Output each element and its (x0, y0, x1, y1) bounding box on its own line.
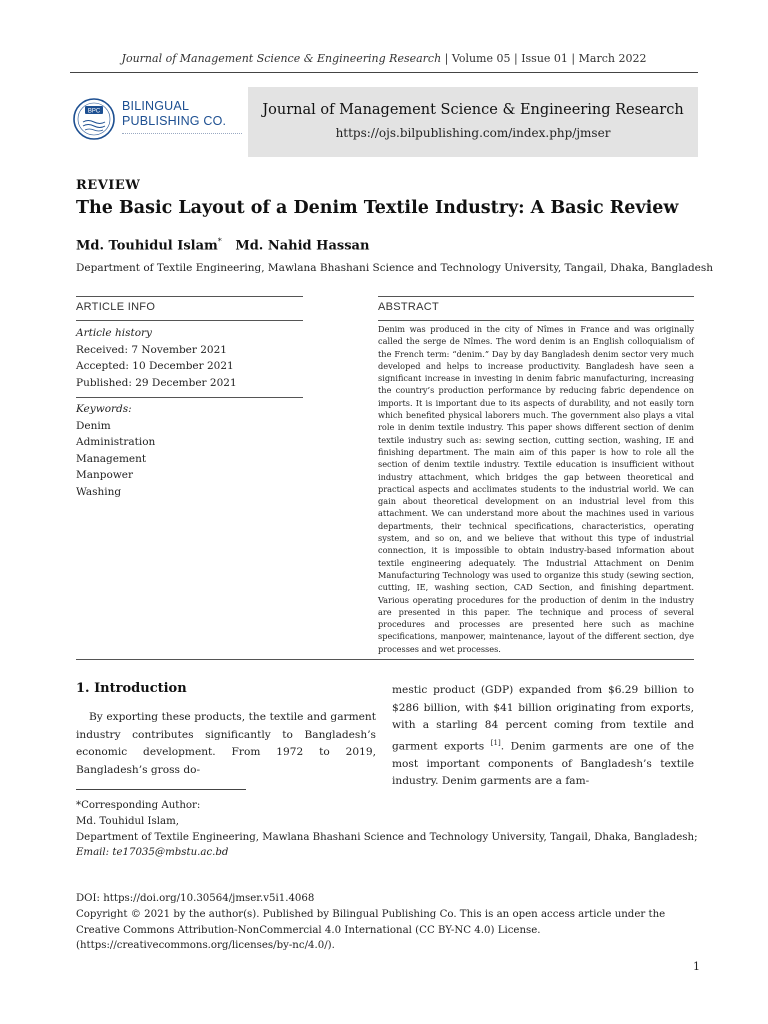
running-volume: Volume 05 (451, 52, 511, 65)
footnote-affiliation: Department of Textile Engineering, Mawlana Bhashani Science and Technology University, Tangail, Dhaka, Bangladesh; (76, 831, 698, 843)
keywords-block (76, 401, 303, 500)
journal-banner (70, 87, 698, 157)
article-history-label: Article history (76, 327, 152, 339)
footnote-email[interactable]: Email: te17035@mbstu.ac.bd (76, 847, 229, 859)
doi-link[interactable]: DOI: https://doi.org/10.30564/jmser.v5i1.4068 (76, 893, 315, 904)
paper-title: The Basic Layout of a Denim Textile Industry: A Basic Review (76, 198, 679, 218)
keyword: Washing (76, 485, 122, 498)
accepted-date: Accepted: 10 December 2021 (76, 360, 234, 372)
footnote-label: *Corresponding Author: (76, 800, 201, 811)
abstract-heading: ABSTRACT (378, 301, 440, 313)
keyword: Administration (76, 436, 156, 448)
intro-right-text-a: mestic product (GDP) expanded from $6.29 billion to $286 billion, with $41 billion originating from exports, with a starling 84 percent coming from textile and garment exports (392, 684, 694, 753)
page-number: 1 (693, 960, 700, 973)
author-1[interactable]: Md. Touhidul Islam (76, 238, 218, 254)
keyword: Manpower (76, 469, 134, 481)
running-date: March 2022 (578, 52, 647, 65)
keyword: Management (76, 452, 147, 465)
keywords-label: Keywords: (76, 403, 132, 415)
publisher-name (122, 99, 226, 129)
intro-left-column: By exporting these products, the textile and garment industry contributes significantly to Bangladesh’s economic development. From 1972 to 2019, Bangladesh’s gross do- (76, 711, 376, 776)
publisher-logo-icon (72, 97, 116, 141)
footnote-name: Md. Touhidul Islam, (76, 815, 180, 827)
corresponding-author-footnote (76, 798, 698, 861)
author-affiliation: Department of Textile Engineering, Mawlana Bhashani Science and Technology University, Tangail, Dhaka, Bangladesh (76, 262, 714, 274)
logo-acronym: BPC (87, 108, 101, 115)
received-date: Received: 7 November 2021 (76, 343, 227, 356)
doi-copyright-block (76, 891, 696, 954)
header-rule (70, 72, 698, 73)
copyright-notice: Copyright © 2021 by the author(s). Published by Bilingual Publishing Co. This is an open access article under the Creative Commons Attribution-NonCommercial 4.0 International (CC BY-NC 4.0) License. (https://creativecommons.org/licenses/by-nc/4.0/). (76, 908, 666, 952)
banner-grey-box (248, 87, 698, 157)
abstract-text: Denim was produced in the city of Nîmes in France and was originally called the serge de Nîmes. The word denim is an English colloquialism of the French term: “denim.” Day by day Bangladesh denim sector very much developed and helps to increase productivity. Bangladesh have seen a significant increase in investing in denim fabric manufacturing, increasing the country’s production performance by reducing fabric dependence on imports. It is important due to its aspects of durability, and not easily torn which benefited physical laborers much. The government also plays a vital role in denim textile industry. This paper shows different section of denim textile industry such as: sewing section, cutting section, washing, IE and finishing department. The main aim of this paper is how to role all the section of denim textile industry. Textile education is insufficient without industry attachment, which bridges the gap between theoretical and practical aspects and acclimates students to the industrial world. We can gain about theoretical development on an industrial level from this attachment. We can understand more about the machines used in various departments, their technical specifications, characteristics, operating system, and so on, and we believe that without this type of industrial connection, it is impossible to obtain industry-based information about textile engineering adequately. The Industrial Attachment on Denim Manufacturing Technology was used to organize this study (sewing section, cutting, IE, washing section, CAD Section, and finishing department. Various operating procedures for the production of denim in the industry are presented in this paper. The technique and process of several procedures and processes are presented here such as machine specifications, manpower, maintenance, layout of the different section, dye processes and wet processes. (378, 324, 694, 654)
running-sep: | (441, 52, 452, 65)
running-sep: | (567, 52, 579, 65)
article-history (76, 325, 303, 391)
publisher-logo[interactable] (72, 95, 242, 147)
article-info-heading: ARTICLE INFO (76, 301, 156, 313)
running-sep: | (510, 52, 522, 65)
keywords-rule (76, 397, 303, 398)
keyword: Denim (76, 419, 111, 432)
article-info-rule-top (76, 296, 303, 297)
abstract-rule-top (378, 296, 694, 297)
banner-journal-url[interactable]: https://ojs.bilpublishing.com/index.php/jmser (335, 126, 611, 140)
article-type: REVIEW (76, 178, 141, 193)
publisher-tagline-mark (122, 133, 242, 137)
corresponding-mark: * (217, 237, 222, 246)
author-2[interactable]: Md. Nahid Hassan (235, 238, 370, 254)
article-info-rule (76, 320, 303, 321)
intro-right-column (392, 682, 694, 791)
banner-journal-title: Journal of Management Science & Engineering Research (262, 102, 684, 118)
section-heading-introduction: 1. Introduction (76, 681, 187, 696)
running-issue: Issue 01 (521, 52, 568, 65)
running-journal: Journal of Management Science & Engineering Research (121, 52, 442, 65)
footnote-rule (76, 789, 246, 790)
citation-ref[interactable]: [1] (490, 738, 501, 747)
published-date: Published: 29 December 2021 (76, 376, 237, 389)
abstract-rule (378, 320, 694, 321)
intro-right-text-b: . Denim garments are one of the most important components of Bangladesh’s textile industry. Denim garments are a fam- (392, 740, 695, 788)
front-matter-bottom-rule (76, 659, 694, 660)
publisher-name-line1: BILINGUAL (122, 99, 190, 113)
publisher-name-line2: PUBLISHING CO. (122, 114, 227, 128)
author-list (76, 237, 369, 253)
running-head (0, 52, 768, 65)
